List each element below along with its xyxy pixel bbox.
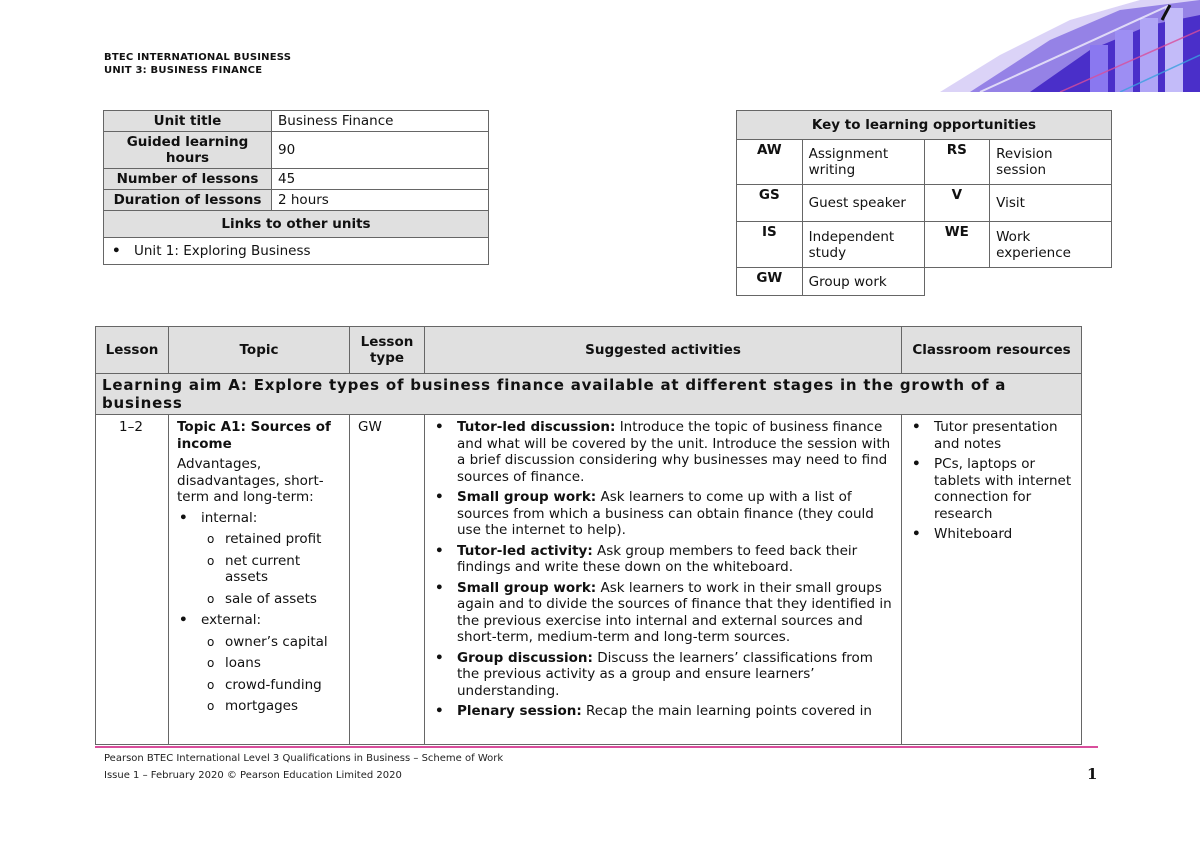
activity-item xyxy=(433,489,895,539)
guided-hours-value: 90 xyxy=(272,132,489,169)
key-code: AW xyxy=(737,140,803,185)
resource-item: • PCs, laptops or tablets with internet connection for research xyxy=(910,456,1075,522)
activity-title: Small group work: xyxy=(457,489,597,505)
key-desc: Independent study xyxy=(802,222,924,268)
activities-list xyxy=(433,419,895,720)
activity-title: Small group work: xyxy=(457,579,597,596)
key-title-row xyxy=(737,111,1112,140)
key-table xyxy=(736,110,1112,296)
header-topic: Topic xyxy=(169,327,350,374)
key-title: Key to learning opportunities xyxy=(737,111,1112,140)
activity-text: Discuss the learners’ classifications from the previous activity as a group and ensure learners’ understanding. xyxy=(457,649,873,699)
header-suggested-activities: Suggested activities xyxy=(425,327,902,374)
topic-subitem: o net current assets xyxy=(201,553,343,586)
footer-line-2: Issue 1 – February 2020 © Pearson Education Limited 2020 xyxy=(104,770,402,781)
header-lesson-type: Lesson type xyxy=(350,327,425,374)
number-of-lessons-value: 45 xyxy=(272,169,489,190)
key-code: GS xyxy=(737,185,803,222)
activity-item xyxy=(433,580,895,646)
links-list-row xyxy=(104,238,489,265)
resources-list xyxy=(910,419,1075,543)
key-desc: Visit xyxy=(990,185,1112,222)
header-classroom-resources: Classroom resources xyxy=(902,327,1082,374)
key-desc: Revision session xyxy=(990,140,1112,185)
lesson-row xyxy=(96,415,1082,745)
links-heading-row xyxy=(104,211,489,238)
key-code: GW xyxy=(737,268,803,296)
topic-subitem: o mortgages xyxy=(201,698,343,715)
links-heading: Links to other units xyxy=(104,211,489,238)
topic-cell xyxy=(177,419,343,744)
key-desc: Work experience xyxy=(990,222,1112,268)
activity-title: Plenary session: xyxy=(457,703,582,719)
key-code: IS xyxy=(737,222,803,268)
activity-text: Recap the main learning points covered in xyxy=(581,703,872,719)
number-of-lessons-row xyxy=(104,169,489,190)
activity-text: Ask group members to feed back their findings and write these down on the whiteboard. xyxy=(457,542,858,575)
activity-item xyxy=(433,543,895,576)
topic-title: Topic A1: Sources of income xyxy=(177,419,331,452)
brand-graphic xyxy=(940,0,1200,92)
linked-unit: • Unit 1: Exploring Business xyxy=(110,243,482,259)
key-desc: Assignment writing xyxy=(802,140,924,185)
topic-subitems xyxy=(201,634,343,715)
topic-subitems xyxy=(201,531,343,607)
header-line-2: UNIT 3: BUSINESS FINANCE xyxy=(104,65,263,76)
topic-intro: Advantages, disadvantages, short-term and long-term: xyxy=(177,456,324,505)
page-number: 1 xyxy=(1087,765,1098,783)
key-row xyxy=(737,268,1112,296)
activity-text: Ask learners to work in their small groups again and to divide the sources of finance that they identified in the previous exercise into internal and external sources and short-term, medium-term and long-term sources. xyxy=(457,579,892,645)
activity-title: Group discussion: xyxy=(457,649,593,666)
resources-cell xyxy=(910,419,1075,744)
key-desc: Guest speaker xyxy=(802,185,924,222)
guided-hours-row xyxy=(104,132,489,169)
key-desc: Group work xyxy=(802,268,924,296)
document-header xyxy=(104,51,291,77)
key-code: RS xyxy=(924,140,990,185)
unit-info-table xyxy=(103,110,489,265)
topic-subitem: o loans xyxy=(201,655,343,672)
resource-item: • Tutor presentation and notes xyxy=(910,419,1075,452)
topic-groups xyxy=(177,510,343,715)
number-of-lessons-label: Number of lessons xyxy=(104,169,272,190)
footer-divider xyxy=(95,746,1098,748)
lesson-type: GW xyxy=(358,419,382,435)
learning-aim: Learning aim A: Explore types of business finance available at different stages in the growth of a business xyxy=(96,374,1082,415)
key-row xyxy=(737,185,1112,222)
topic-group xyxy=(177,612,343,715)
key-code: WE xyxy=(924,222,990,268)
lesson-number: 1–2 xyxy=(119,419,143,435)
guided-hours-label: Guided learning hours xyxy=(104,132,272,169)
header-lesson: Lesson xyxy=(96,327,169,374)
header-line-1: BTEC INTERNATIONAL BUSINESS xyxy=(104,52,292,63)
scheme-of-work-table xyxy=(95,326,1082,745)
activity-text: Ask learners to come up with a list of sources from which a business can obtain finance (they could use the internet to help). xyxy=(457,489,874,538)
activity-title: Tutor-led discussion: xyxy=(457,419,616,435)
scheme-header-row xyxy=(96,327,1082,374)
topic-group xyxy=(177,510,343,608)
key-row xyxy=(737,222,1112,268)
learning-aim-row xyxy=(96,374,1082,415)
duration-row xyxy=(104,190,489,211)
activity-title: Tutor-led activity: xyxy=(457,542,593,559)
topic-subitem: o owner’s capital xyxy=(201,634,343,651)
activities-cell xyxy=(433,419,895,744)
topic-subitem: o crowd-funding xyxy=(201,677,343,694)
unit-title-row xyxy=(104,111,489,132)
resource-item: • Whiteboard xyxy=(910,526,1075,543)
topic-subitem: o retained profit xyxy=(201,531,343,548)
topic-subitem: o sale of assets xyxy=(201,591,343,608)
footer-line-1: Pearson BTEC International Level 3 Qualifications in Business – Scheme of Work xyxy=(104,753,504,764)
unit-title-value: Business Finance xyxy=(272,111,489,132)
unit-title-label: Unit title xyxy=(104,111,272,132)
activity-item xyxy=(433,419,895,485)
links-list xyxy=(110,243,482,259)
key-row xyxy=(737,140,1112,185)
activity-text: Introduce the topic of business finance and what will be covered by the unit. Introduce the session with a brief discussion considering why businesses may need to find sources of finance. xyxy=(457,419,891,485)
activity-item xyxy=(433,650,895,700)
topic-group-label: external: xyxy=(201,612,262,628)
activity-item xyxy=(433,703,895,720)
duration-value: 2 hours xyxy=(272,190,489,211)
key-code: V xyxy=(924,185,990,222)
duration-label: Duration of lessons xyxy=(104,190,272,211)
topic-group-label: internal: xyxy=(201,509,258,526)
